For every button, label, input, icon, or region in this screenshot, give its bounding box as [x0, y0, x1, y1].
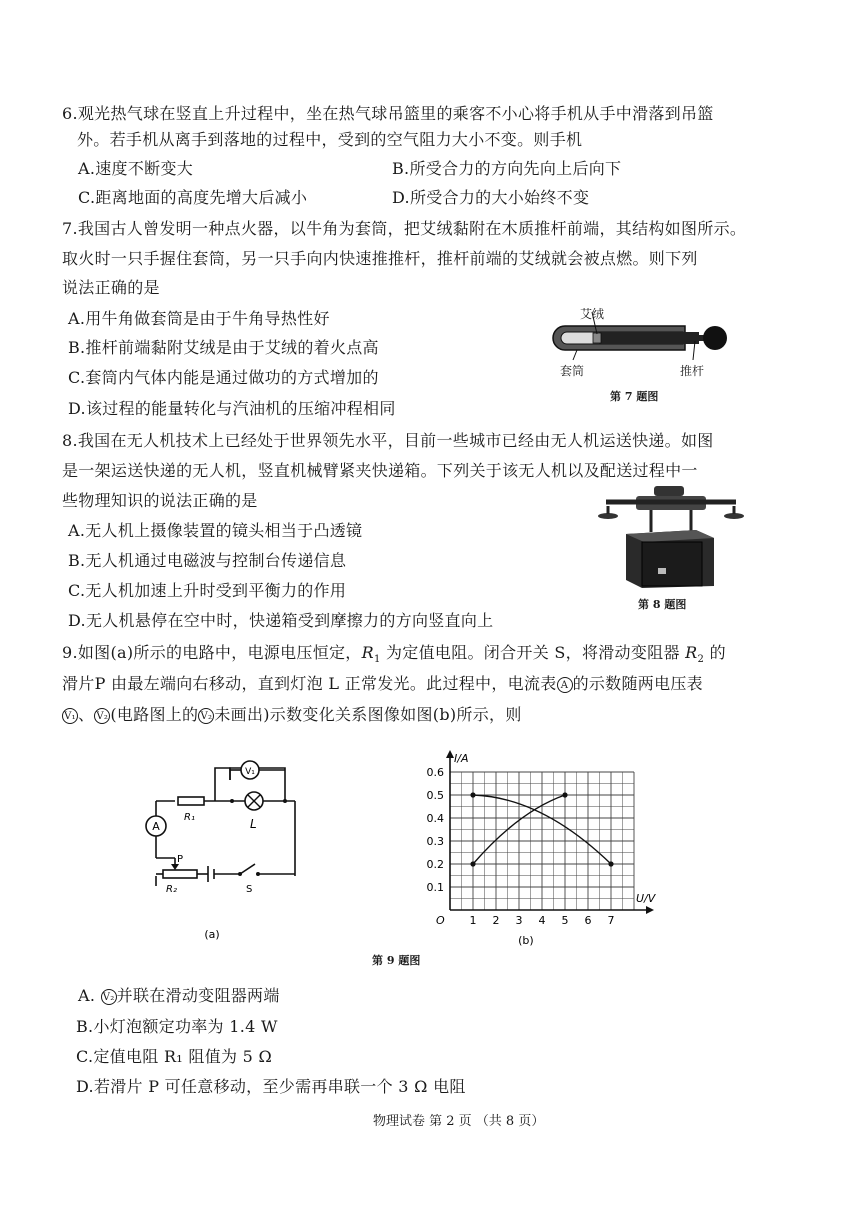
y-axis-label: I/A: [454, 752, 469, 765]
q8-option-c: C.无人机加速上升时受到平衡力的作用: [68, 581, 347, 600]
airong-label: 艾绒: [580, 307, 605, 321]
y-tick-label: 0.3: [426, 835, 444, 848]
q9-option-c: C.定值电阻 R₁ 阻值为 5 Ω: [76, 1047, 273, 1066]
y-tick-label: 0.1: [426, 881, 444, 894]
circuit-p-label: P: [177, 854, 184, 865]
q9-option-a: A. V₂ 并联在滑动变阻器两端: [78, 986, 280, 1005]
q8-stem-line3: 些物理知识的说法正确的是: [62, 491, 258, 510]
x-tick-label: 5: [561, 914, 569, 927]
y-tick-label: 0.6: [426, 766, 444, 779]
series-point-2: [608, 861, 613, 866]
circuit-r2-label: R₂: [166, 884, 177, 895]
taotong-label: 套筒: [560, 364, 585, 378]
page-footer: 物理试卷 第 2 页 （共 8 页）: [373, 1114, 545, 1129]
q9-stem-line1: 9.如图(a)所示的电路中，电源电压恒定，$R_1$ 为定值电阻。闭合开关 S，将滑动变阻器 $R_2$ 的: [62, 643, 726, 666]
drone-figure: [596, 482, 746, 592]
q6-option-b: B.所受合力的方向先向上后向下: [392, 159, 622, 178]
q6-stem-line1: 6.观光热气球在竖直上升过程中，坐在热气球吊篮里的乘客不小心将手机从手中滑落到吊篮: [62, 104, 714, 123]
q6-option-d: D.所受合力的大小始终不变: [392, 188, 590, 207]
voltmeter-v2-symbol-option: V₂: [101, 989, 117, 1005]
q9-option-d: D.若滑片 P 可任意移动，至少需再串联一个 3 Ω 电阻: [76, 1077, 466, 1096]
q8-stem-line1: 8.我国在无人机技术上已经处于世界领先水平，目前一些城市已经由无人机运送快递。如图: [62, 431, 714, 450]
q7-stem-line2: 取火时一只手握住套筒，另一只手向内快速推推杆，推杆前端的艾绒就会被点燃。则下列: [62, 249, 698, 268]
x-tick-label: 6: [584, 914, 592, 927]
x-tick-label: 1: [469, 914, 477, 927]
graph-b-caption: (b): [518, 934, 534, 947]
q6-stem-line2: 外。若手机从离手到落地的过程中，受到的空气阻力大小不变。则手机: [77, 130, 583, 149]
x-tick-label: 4: [538, 914, 546, 927]
q7-option-d: D.该过程的能量转化与汽油机的压缩冲程相同: [68, 399, 396, 418]
q8-option-b: B.无人机通过电磁波与控制台传递信息: [68, 551, 347, 570]
circuit-r1-label: R₁: [184, 812, 195, 823]
q7-stem-line3: 说法正确的是: [62, 278, 160, 297]
x-axis-label: U/V: [636, 892, 656, 905]
q8-option-a: A.无人机上摄像装置的镜头相当于凸透镜: [68, 521, 363, 540]
circuit-diagram: [130, 756, 310, 946]
circuit-s-label: S: [246, 884, 253, 895]
tuigan-label: 推杆: [680, 364, 705, 378]
q7-figure-caption: 第 7 题图: [610, 390, 659, 403]
q9-figure-caption: 第 9 题图: [372, 954, 421, 967]
x-tick-label: 2: [492, 914, 500, 927]
q6-option-a: A.速度不断变大: [78, 159, 194, 178]
series-point-1: [470, 861, 475, 866]
q9-stem-line2: 滑片P 由最左端向右移动，直到灯泡 L 正常发光。此过程中，电流表 A 的示数随两电压表: [62, 674, 703, 693]
circuit-v1-label: V₁: [245, 767, 255, 777]
series-point-1: [562, 792, 567, 797]
origin-label: O: [436, 914, 445, 927]
y-tick-label: 0.2: [426, 858, 444, 871]
x-tick-label: 7: [607, 914, 615, 927]
q9-stem-line3: V₁ 、 V₂ (电路图上的 V₂ 未画出)示数变化关系图像如图(b)所示，则: [62, 705, 522, 725]
q8-stem-line2: 是一架运送快递的无人机，竖直机械臂紧夹快递箱。下列关于该无人机以及配送过程中一: [62, 461, 698, 480]
q9-option-b: B.小灯泡额定功率为 1.4 W: [76, 1017, 278, 1036]
iu-graph: [410, 738, 670, 948]
q7-stem-line1: 7.我国古人曾发明一种点火器，以牛角为套筒，把艾绒黏附在木质推杆前端，其结构如图所示。: [62, 219, 747, 238]
graph-grid: [450, 772, 634, 910]
y-tick-label: 0.5: [426, 789, 444, 802]
q7-option-c: C.套筒内气体内能是通过做功的方式增加的: [68, 368, 379, 387]
x-tick-label: 3: [515, 914, 523, 927]
circuit-a-label: A: [152, 820, 160, 833]
series-point-2: [470, 792, 475, 797]
q8-figure-caption: 第 8 题图: [638, 598, 687, 611]
graph-axes: [446, 750, 654, 914]
circuit-a-caption: (a): [204, 928, 220, 941]
ammeter-symbol: A: [557, 677, 573, 693]
circuit-l-label: L: [250, 817, 257, 831]
q7-option-b: B.推杆前端黏附艾绒是由于艾绒的着火点高: [68, 338, 379, 357]
voltmeter-v2-symbol: V₂: [94, 708, 110, 724]
y-axis-arrow: [446, 750, 454, 758]
q7-option-a: A.用牛角做套筒是由于牛角导热性好: [68, 309, 330, 328]
x-axis-arrow: [646, 906, 654, 914]
voltmeter-v1-symbol: V₁: [62, 708, 78, 724]
y-tick-label: 0.4: [426, 812, 444, 825]
q8-option-d: D.无人机悬停在空中时，快递箱受到摩擦力的方向竖直向上: [68, 611, 494, 630]
voltmeter-v2-symbol-2: V₂: [198, 708, 214, 724]
q6-option-c: C.距离地面的高度先增大后减小: [78, 188, 308, 207]
